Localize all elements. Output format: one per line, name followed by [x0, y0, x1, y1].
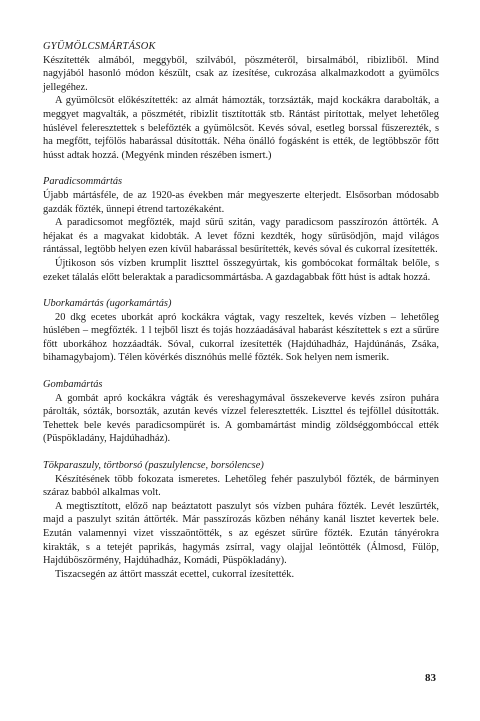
paragraph: 20 dkg ecetes uborkát apró kockákra vágtak, vagy reszeltek, kevés vízben – lehetőleg húslében – megfőzték. 1 l tejből liszt és tojás hozzáadásával habarást készítettek s ezt a sűrűre főtt uborkához hozzáadták. Sóval, cukorral ízesítették (Hajdúhadház, Hajdúnánás, Zsáka, bihamagybajom). Télen kövérkés disznóhús mellé főzték. Sok helyen nem ismerik. [43, 311, 439, 364]
section-title-tokparaszuly: Tökparaszuly, törtborsó (paszulylencse, borsólencse) [43, 460, 264, 472]
paragraph: Készítették almából, meggyből, szilvából, pöszméteről, birsalmából, ribizliből. Mind nagyjából hasonló módon készült, csak az ízesítése, cukrozása alkalmazkodott a gyümölcs jellegéhez. [43, 54, 439, 93]
paragraph: A gombát apró kockákra vágták és vereshagymával összekeverve kevés zsíron puhára párolták, sózták, borsozták, azután kevés vízzel feleresztették. Liszttel és tejföllel dúsították. Tehettek bele kevés paradicsompürét is. A gombamártást mindig zöldséggombóccal ették (Püspökladány, Hajdúhadház). [43, 392, 439, 445]
section-title-uborkamartas: Uborkamártás (ugorkamártás) [43, 298, 172, 310]
paragraph: Újtikoson sós vízben krumplit liszttel összegyúrtak, kis gombócokat formáltak belőle, s ezeket tálalás előtt beleraktak a paradicsommártásba. A gazdagabbak főtt húst is adtak hozzá. [43, 257, 439, 283]
page-number: 83 [425, 672, 436, 684]
paragraph: Újabb mártásféle, de az 1920-as években már megyeszerte elterjedt. Elsősorban módosabb gazdák főzték, ünnepi étrend tartozékaként. [43, 189, 439, 215]
paragraph: Készítésének több fokozata ismeretes. Lehetőleg fehér paszulyból főzték, de bárminyen száraz babból alkalmas volt. [43, 473, 439, 499]
section-title-paradicsommartas: Paradicsommártás [43, 176, 123, 188]
page-body [43, 40, 439, 581]
section-title-gyumolcsmartasok: GYÜMÖLCSMÁRTÁSOK [43, 41, 156, 52]
paragraph: A megtisztított, előző nap beáztatott paszulyt sós vízben puhára főzték. Levét leszűrték, majd a paszulyt szitán áttörték. Már passzírozás közben néhány kanál lisztet kevertek bele. Ezután valamennyi vizet visszaöntötték, s az egészet sűrűre főzték. Ezután tányérokra kirakták, s a tetejét paprikás, hagymás zsírral, vagy olajjal leöntötték (Álmosd, Fülöp, Hajdúböszörmény, Hajdúhadház, Komádi, Püspökladány). [43, 500, 439, 567]
paragraph: Tiszacsegén az áttört masszát ecettel, cukorral ízesítették. [55, 568, 295, 580]
paragraph: A gyümölcsöt előkészítették: az almát hámozták, torzsázták, majd kockákra darabolták, a meggyet magvalták, a pöszmétét, ribizlit tisztították stb. Rántást pirítottak, melyet lehetőleg húslével feleresztettek s belefőzték a gyümölcsöt. Kevés sóval, esetleg borssal fűszerezték, s ha megfőtt, tejfölös habarással dúsították. Néha önálló fogásként is ették, de legtöbbször főtt hússt adtak hozzá. (Megyénk minden részében ismert.) [43, 95, 439, 161]
section-title-gombamartas: Gombamártás [43, 379, 103, 391]
paragraph: A paradicsomot megfőzték, majd sűrű szitán, vagy paradicsom passzírozón áttörték. A héjakat és a magvakat kidobták. A levet főzni kezdték, hogy sűrűsödjön, majd világos rántással, legtöbb helyen ezen kívül habarással besűrítették, kevés sóval és cukorral ízesítették. [43, 217, 439, 256]
